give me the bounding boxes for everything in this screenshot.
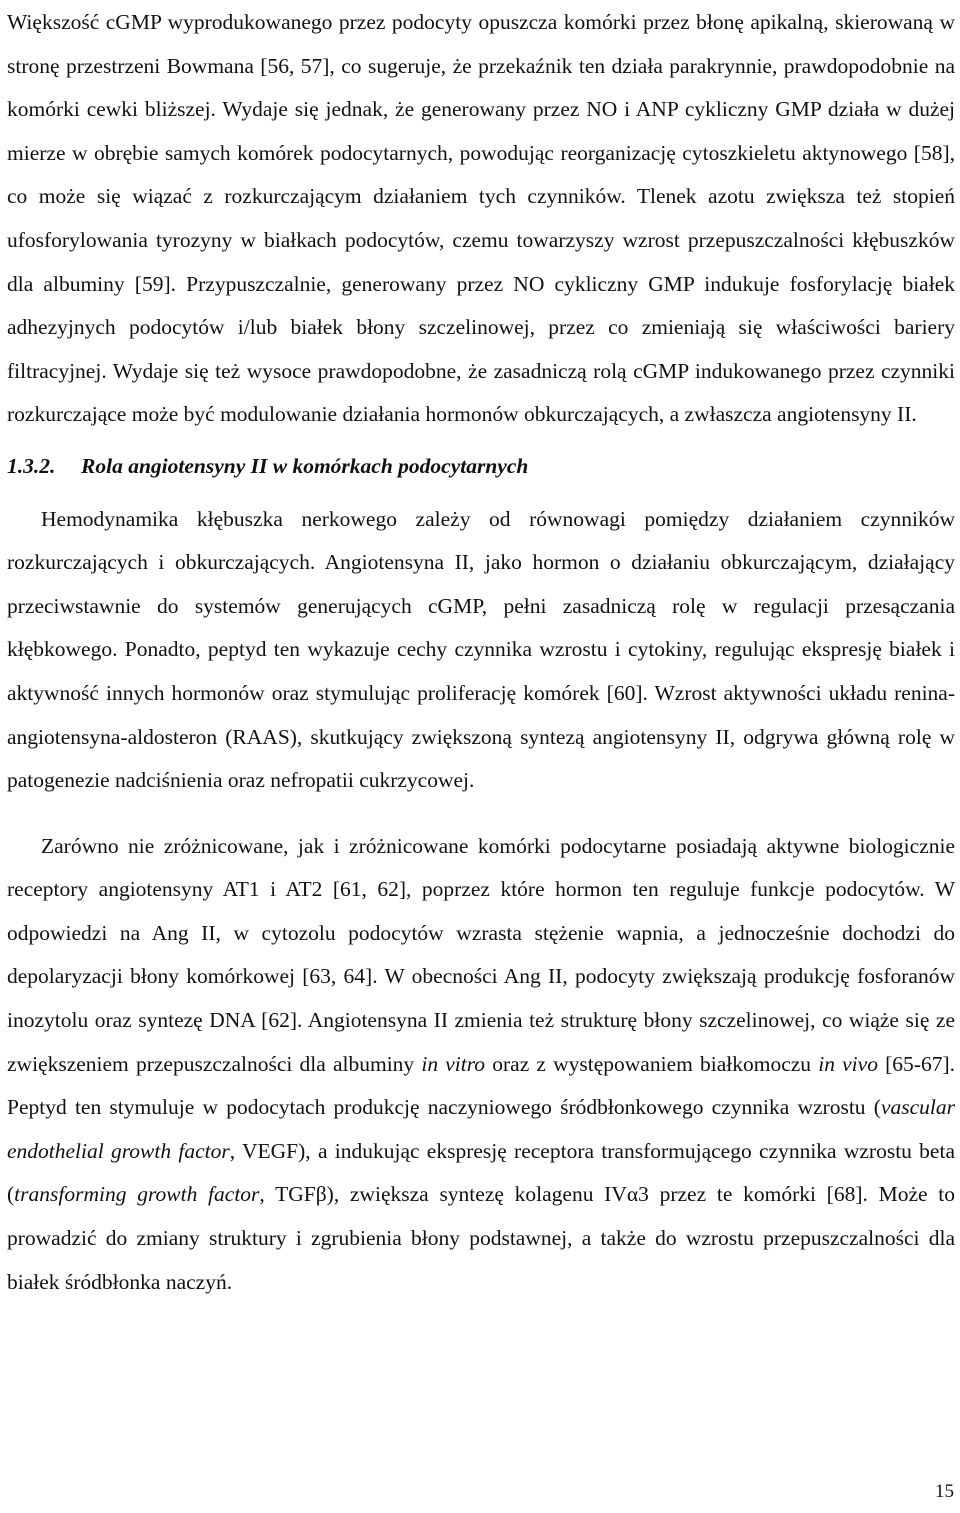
italic-term: vascular endothelial growth factor	[7, 1095, 955, 1163]
text-run: Zarówno nie zróżnicowane, jak i zróżnicowane komórki podocytarne posiadają aktywne biologicznie receptory angiotensyny AT1 i AT2 [61, 62], poprzez które hormon ten reguluje funkcje podocytów. W odpowiedzi na Ang II, w cytozolu podocytów wzrasta stężenie wapnia, a jednocześnie dochodzi do depolaryzacji błony komórkowej [63, 64]. W obecności Ang II, podocyty zwiększają produkcję fosforanów inozytolu oraz syntezę DNA [62]. Angiotensyna II zmienia też strukturę błony szczelinowej, co wiąże się ze zwiększeniem przepuszczalności dla albuminy	[7, 833, 955, 1076]
section-title: Rola angiotensyny II w komórkach podocytarnych	[81, 453, 529, 478]
document-page	[7, 0, 955, 1304]
paragraph-cgmp: Większość cGMP wyprodukowanego przez podocyty opuszcza komórki przez błonę apikalną, skierowaną w stronę przestrzeni Bowmana [56, 57], co sugeruje, że przekaźnik ten działa parakrynnie, prawdopodobnie na komórki cewki bliższej. Wydaje się jednak, że generowany przez NO i ANP cykliczny GMP działa w dużej mierze w obrębie samych komórek podocytarnych, powodując reorganizację cytoszkieletu aktynowego [58], co może się wiązać z rozkurczającym działaniem tych czynników. Tlenek azotu zwiększa też stopień ufosforylowania tyrozyny w białkach podocytów, czemu towarzyszy wzrost przepuszczalności kłębuszków dla albuminy [59]. Przypuszczalnie, generowany przez NO cykliczny GMP indukuje fosforylację białek adhezyjnych podocytów i/lub białek błony szczelinowej, przez co zmieniają się właściwości bariery filtracyjnej. Wydaje się też wysoce prawdopodobne, że zasadniczą rolą cGMP indukowanego przez czynniki rozkurczające może być modulowanie działania hormonów obkurczających, a zwłaszcza angiotensyny II.	[7, 10, 955, 427]
text-run: , TGFβ), zwiększa syntezę kolagenu IVα3 przez te komórki [68]. Może to prowadzić do zmiany struktury i zgrubienia błony podstawnej, a także do wzrostu przepuszczalności dla białek śródbłonka naczyń.	[7, 1182, 955, 1294]
paragraph-gap	[7, 803, 955, 825]
italic-term: in vitro	[421, 1051, 486, 1076]
text-run: [65-67]. Peptyd ten stymuluje w podocytach produkcję naczyniowego śródbłonkowego czynnika wzrostu (	[7, 1051, 955, 1120]
paragraph-receptors	[7, 825, 955, 1305]
section-heading	[7, 437, 955, 498]
section-number: 1.3.2.	[7, 453, 56, 478]
page-number: 15	[935, 1481, 954, 1502]
text-run: , VEGF), a indukując ekspresję receptora transformującego czynnika wzrostu beta (	[7, 1138, 955, 1207]
italic-term: transforming growth factor	[14, 1182, 260, 1207]
italic-term: in vivo	[818, 1051, 878, 1076]
paragraph-hemodynamics: Hemodynamika kłębuszka nerkowego zależy od równowagi pomiędzy działaniem czynników rozkurczających i obkurczających. Angiotensyna II, jako hormon o działaniu obkurczającym, działający przeciwstawnie do systemów generujących cGMP, pełni zasadniczą rolę w regulacji przesączania kłębkowego. Ponadto, peptyd ten wykazuje cechy czynnika wzrostu i cytokiny, regulując ekspresję białek i aktywność innych hormonów oraz stymulując proliferację komórek [60]. Wzrost aktywności układu renina-angiotensyna-aldosteron (RAAS), skutkujący zwiększoną syntezą angiotensyny II, odgrywa główną rolę w patogenezie nadciśnienia oraz nefropatii cukrzycowej.	[7, 506, 955, 793]
text-run: oraz z występowaniem białkomoczu	[485, 1051, 819, 1076]
